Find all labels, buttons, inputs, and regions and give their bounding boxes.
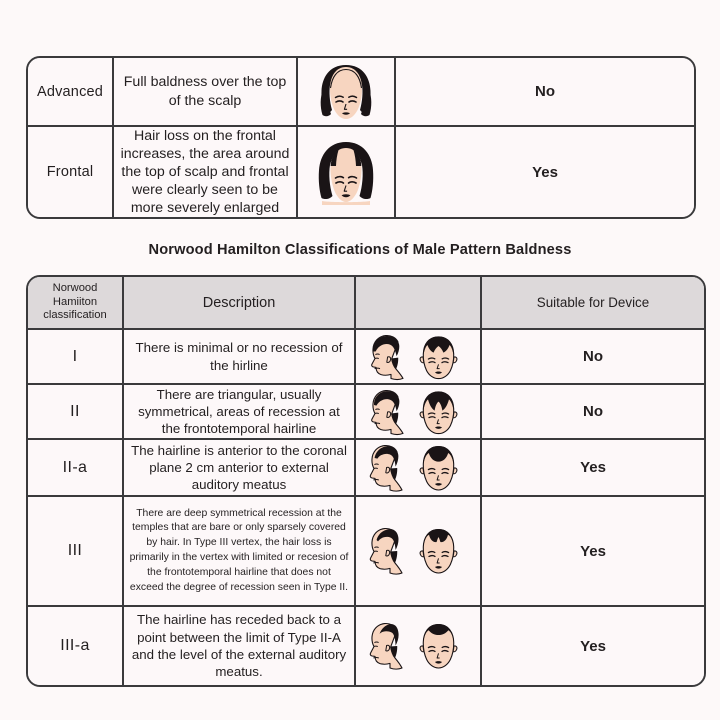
suitability-cell: [396, 127, 694, 217]
male-head-pair-type-2-icon: [356, 385, 480, 438]
description-cell: [124, 607, 356, 685]
suitability-cell: [396, 58, 694, 125]
suitability-cell: [482, 440, 704, 495]
suitability-value: No: [583, 348, 603, 365]
illustration-cell: [356, 440, 482, 495]
illustration-cell: [298, 127, 396, 217]
male-head-pair-type-3-icon: [356, 497, 480, 605]
table-row: [28, 440, 704, 497]
table-row: [28, 385, 704, 440]
description-text: There is minimal or no recession of the hirline: [135, 340, 343, 373]
description-cell: [114, 127, 298, 217]
table-header-row: [28, 277, 704, 330]
suitability-cell: [482, 385, 704, 438]
illustration-cell: [356, 330, 482, 383]
female-head-advanced-baldness-icon: [298, 58, 394, 125]
suitability-cell: [482, 330, 704, 383]
classification-label: III: [67, 542, 83, 559]
description-text: Full baldness over the top of the scalp: [123, 74, 287, 109]
suitability-value: Yes: [580, 459, 606, 476]
classification-label: II-a: [62, 458, 88, 476]
column-header-classification: Norwood Hamiiton classification: [43, 282, 107, 322]
classification-cell: [28, 440, 124, 495]
description-cell: [124, 497, 356, 605]
table-row: [28, 58, 694, 127]
column-header-suitable-cell: [482, 277, 704, 328]
stage-label: Frontal: [46, 164, 94, 180]
illustration-cell: [356, 607, 482, 685]
column-header-description: Description: [202, 294, 276, 311]
table-row: [28, 497, 704, 607]
description-text: The hairline has receded back to a point between the limit of Type II-A and the level of the external auditory meatus.: [131, 612, 347, 680]
description-text: Hair loss on the frontal increases, the area around the top of scalp and frontal were clearly seen to be more severely enlarged: [120, 127, 290, 217]
classification-label: I: [72, 347, 78, 365]
male-head-pair-type-1-icon: [356, 330, 480, 383]
column-header-description-cell: [124, 277, 356, 328]
suitability-value: Yes: [580, 542, 606, 560]
illustration-cell: [356, 385, 482, 438]
male-head-pair-type-2a-icon: [356, 440, 480, 495]
column-header-classification-cell: [28, 277, 124, 328]
classification-cell: [28, 497, 124, 605]
suitability-cell: [482, 497, 704, 605]
description-cell: [114, 58, 298, 125]
classification-cell: [28, 330, 124, 383]
norwood-hamilton-classification-table: [26, 275, 706, 687]
classification-cell: [28, 385, 124, 438]
classification-cell: [28, 607, 124, 685]
page-title: Norwood Hamilton Classifications of Male Pattern Baldness: [148, 242, 572, 258]
table-row: [28, 330, 704, 385]
female-baldness-table: [26, 56, 696, 219]
stage-label-cell: [28, 58, 114, 125]
column-header-illustration-cell: [356, 277, 482, 328]
table-row: [28, 127, 694, 217]
table-row: [28, 607, 704, 685]
suitability-value: No: [535, 83, 555, 100]
classification-label: II: [70, 402, 80, 420]
male-head-pair-type-3a-icon: [356, 607, 480, 685]
female-head-frontal-baldness-icon: [298, 127, 394, 217]
illustration-cell: [298, 58, 396, 125]
suitability-value: Yes: [580, 637, 606, 655]
description-cell: [124, 440, 356, 495]
stage-label: Advanced: [36, 83, 104, 100]
description-cell: [124, 385, 356, 438]
illustration-cell: [356, 497, 482, 605]
suitability-value: No: [583, 403, 603, 420]
description-cell: [124, 330, 356, 383]
stage-label-cell: [28, 127, 114, 217]
suitability-value: Yes: [532, 163, 558, 181]
classification-label: III-a: [60, 637, 90, 654]
description-text: There are triangular, usually symmetrical, areas of recession at the frontotemporal hairline: [138, 386, 340, 437]
suitability-cell: [482, 607, 704, 685]
column-header-suitable: Suitable for Device: [536, 295, 650, 310]
description-text: There are deep symmetrical recession at the temples that are bare or only sparsely covered by hair. In Type III vertex, the hair loss is primarily in the vertex with limited or recesion of the frontotemporal hairline that does not exceed the degree of recession seen in Type II.: [129, 507, 349, 593]
description-text: The hairline is anterior to the coronal plane 2 cm anterior to external auditory meatus: [131, 442, 347, 493]
